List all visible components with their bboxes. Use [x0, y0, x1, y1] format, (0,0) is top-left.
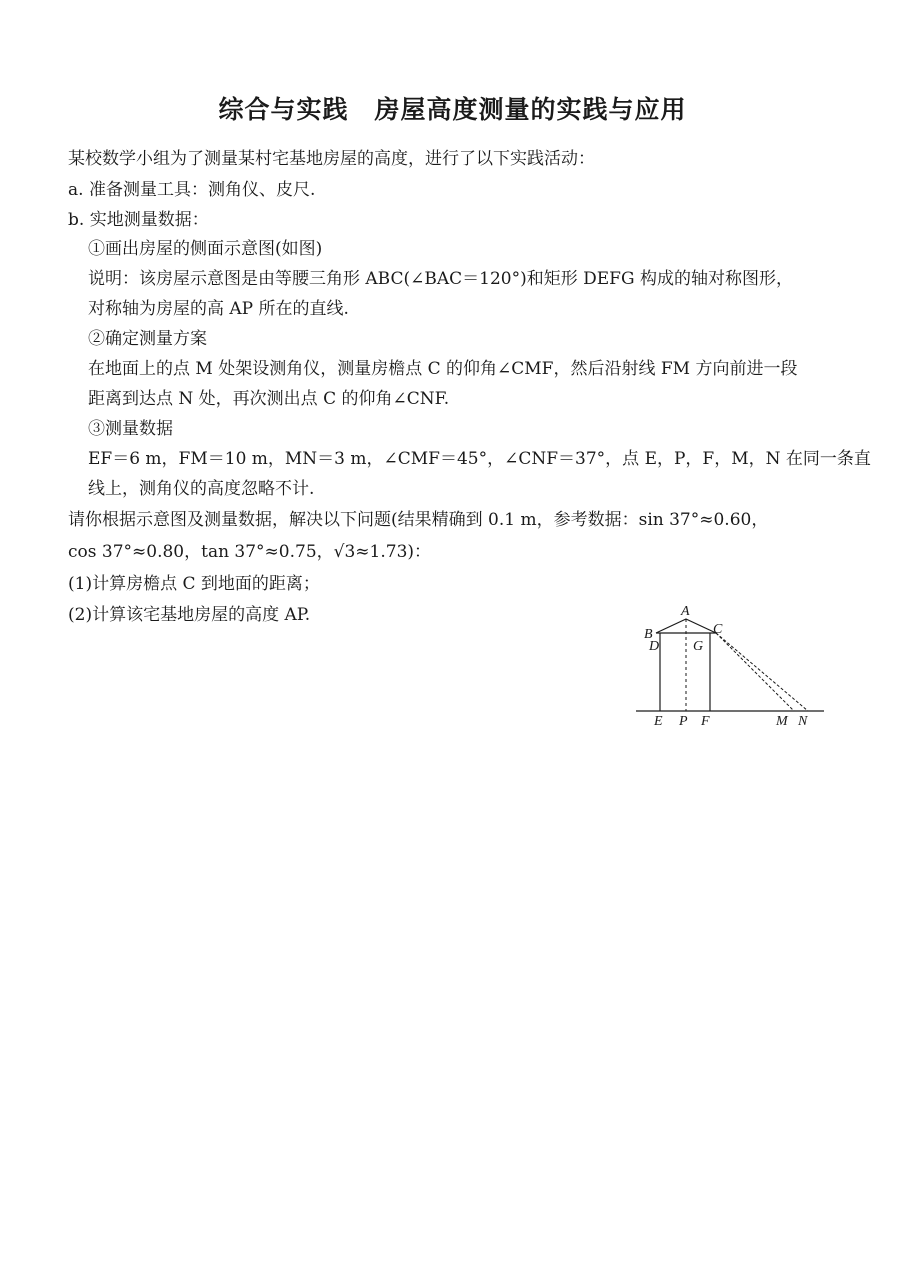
label-m: M [776, 714, 788, 729]
question-intro-line1: 请你根据示意图及测量数据，解决以下问题(结果精确到 0.1 m，参考数据：sin 37°≈0.60， [68, 510, 769, 530]
question-1: (1)计算房檐点 C 到地面的距离； [68, 574, 320, 594]
step3-title: ③测量数据 [88, 419, 173, 439]
label-b: B [644, 627, 653, 642]
step1-desc-line2: 对称轴为房屋的高 AP 所在的直线. [88, 299, 349, 319]
label-g: G [693, 639, 704, 654]
question-2: (2)计算该宅基地房屋的高度 AP. [68, 605, 311, 625]
page-title: 综合与实践 房屋高度测量的实践与应用 [218, 95, 687, 124]
label-p: P [679, 714, 688, 729]
intro-text: 某校数学小组为了测量某村宅基地房屋的高度，进行了以下实践活动： [68, 149, 595, 169]
step1-title: ①画出房屋的侧面示意图(如图) [88, 239, 323, 259]
step1-desc-line1: 说明：该房屋示意图是由等腰三角形 ABC(∠BAC＝120°)和矩形 DEFG 构成的轴对称图形， [88, 269, 793, 289]
step2-desc-line2: 距离到达点 N 处，再次测出点 C 的仰角∠CNF. [88, 389, 450, 409]
step2-desc-line1: 在地面上的点 M 处架设测角仪，测量房檐点 C 的仰角∠CMF，然后沿射线 FM 方向前进一段 [88, 359, 798, 379]
label-f: F [701, 714, 710, 729]
label-d: D [649, 639, 660, 654]
sight-line-cn [716, 633, 808, 711]
step3-desc-line2: 线上，测角仪的高度忽略不计. [88, 479, 315, 499]
step2-title: ②确定测量方案 [88, 329, 207, 349]
question-intro-line2: cos 37°≈0.80，tan 37°≈0.75，√3≈1.73)： [68, 542, 432, 562]
label-e: E [654, 714, 663, 729]
item-b-text: b. 实地测量数据： [68, 210, 209, 230]
label-c: C [713, 622, 723, 637]
step3-desc-line1: EF＝6 m，FM＝10 m，MN＝3 m，∠CMF＝45°，∠CNF＝37°，点 E，P，F，M，N 在同一条直 [88, 449, 871, 469]
item-a-text: a. 准备测量工具：测角仪、皮尺. [68, 180, 316, 200]
label-a: A [681, 604, 690, 619]
house-diagram [630, 600, 830, 735]
sight-line-cm [716, 633, 794, 711]
label-n: N [798, 714, 808, 729]
